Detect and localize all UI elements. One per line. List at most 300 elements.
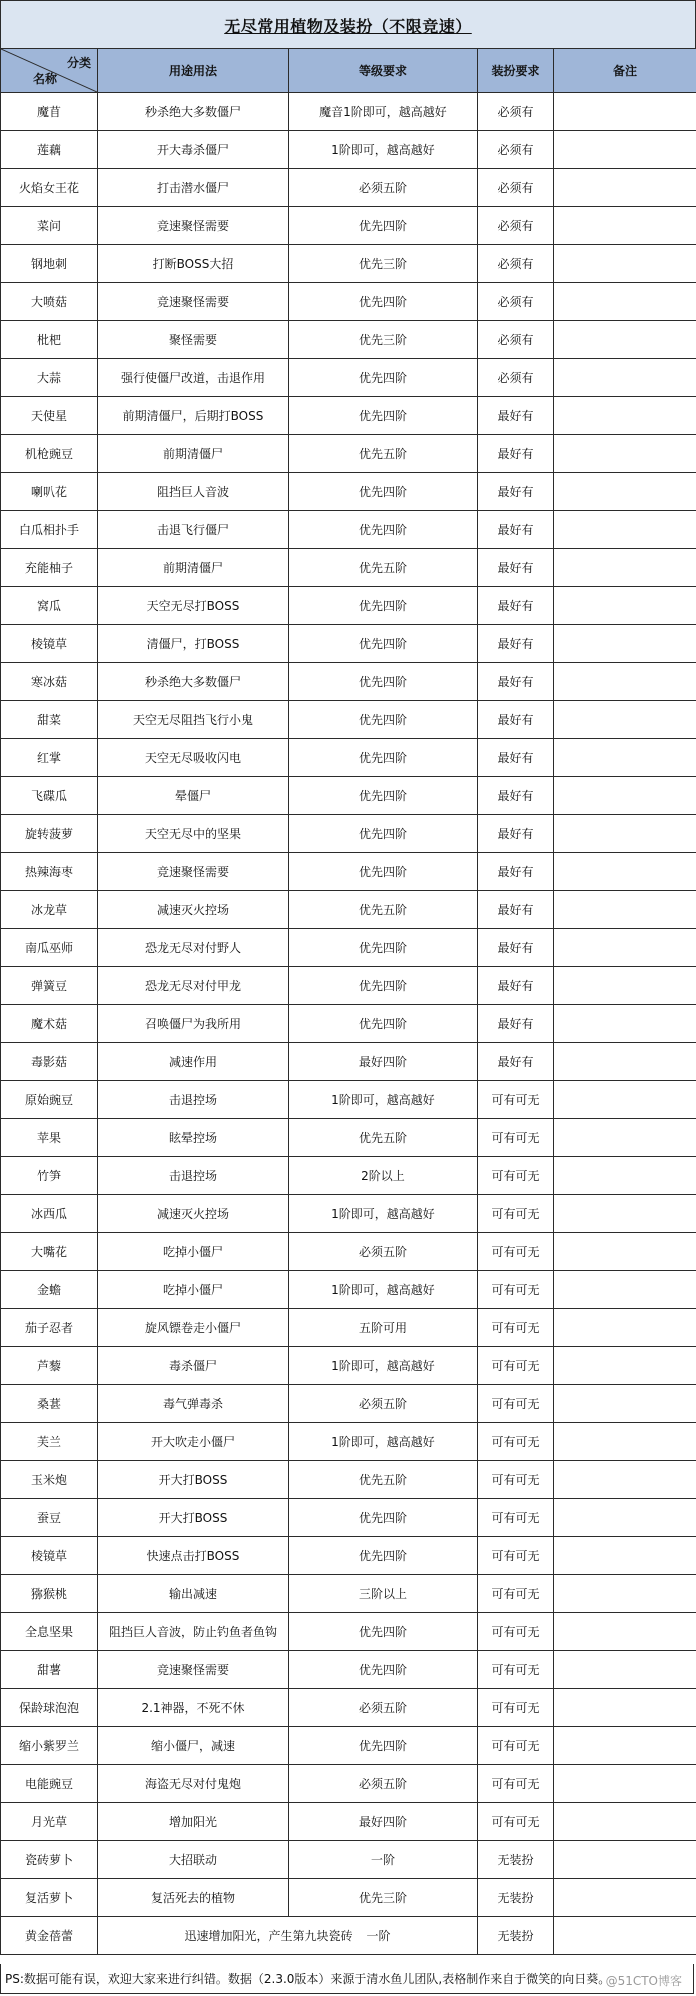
cell-usage: 海盗无尽对付鬼炮 (98, 1765, 289, 1803)
cell-usage: 击退飞行僵尸 (98, 511, 289, 549)
cell-name: 缩小紫罗兰 (1, 1727, 98, 1765)
table-row (1, 1499, 696, 1537)
table-row (1, 169, 696, 207)
cell-usage: 眩晕控场 (98, 1119, 289, 1157)
cell-note (554, 1537, 696, 1575)
cell-note (554, 777, 696, 815)
cell-level: 优先三阶 (289, 321, 478, 359)
cell-note (554, 1309, 696, 1347)
cell-costume: 可有可无 (478, 1157, 554, 1195)
cell-level: 优先四阶 (289, 283, 478, 321)
cell-note (554, 587, 696, 625)
cell-usage: 击退控场 (98, 1157, 289, 1195)
cell-note (554, 359, 696, 397)
table-row (1, 1233, 696, 1271)
cell-level: 优先四阶 (289, 815, 478, 853)
cell-costume: 最好有 (478, 891, 554, 929)
cell-costume: 可有可无 (478, 1765, 554, 1803)
cell-name: 棱镜草 (1, 1537, 98, 1575)
cell-name: 苹果 (1, 1119, 98, 1157)
cell-level: 最好四阶 (289, 1043, 478, 1081)
cell-costume: 必须有 (478, 359, 554, 397)
cell-name: 飞碟瓜 (1, 777, 98, 815)
cell-costume: 可有可无 (478, 1727, 554, 1765)
cell-level: 优先四阶 (289, 701, 478, 739)
plant-table (0, 48, 696, 1955)
cell-usage: 输出减速 (98, 1575, 289, 1613)
cell-usage: 减速作用 (98, 1043, 289, 1081)
cell-name: 冰龙草 (1, 891, 98, 929)
cell-note (554, 1917, 696, 1955)
table-row (1, 1841, 696, 1879)
cell-name: 旋转菠萝 (1, 815, 98, 853)
cell-usage: 竞速聚怪需要 (98, 207, 289, 245)
cell-usage: 聚怪需要 (98, 321, 289, 359)
table-row (1, 1119, 696, 1157)
cell-name: 热辣海枣 (1, 853, 98, 891)
cell-note (554, 1233, 696, 1271)
cell-costume: 最好有 (478, 435, 554, 473)
cell-usage: 增加阳光 (98, 1803, 289, 1841)
cell-name: 弹簧豆 (1, 967, 98, 1005)
cell-level: 优先五阶 (289, 435, 478, 473)
cell-level: 1阶即可，越高越好 (289, 1423, 478, 1461)
cell-name: 大喷菇 (1, 283, 98, 321)
table-row (1, 207, 696, 245)
cell-level: 优先四阶 (289, 739, 478, 777)
cell-level: 优先四阶 (289, 1727, 478, 1765)
cell-name: 瓷砖萝卜 (1, 1841, 98, 1879)
table-row (1, 435, 696, 473)
table-row (1, 1613, 696, 1651)
cell-costume: 必须有 (478, 283, 554, 321)
cell-name: 菜问 (1, 207, 98, 245)
cell-costume: 可有可无 (478, 1423, 554, 1461)
table-row (1, 93, 696, 131)
cell-name: 甜薯 (1, 1651, 98, 1689)
cell-level: 1阶即可，越高越好 (289, 1271, 478, 1309)
cell-costume: 可有可无 (478, 1347, 554, 1385)
cell-note (554, 929, 696, 967)
cell-level: 优先四阶 (289, 1537, 478, 1575)
cell-note (554, 1043, 696, 1081)
cell-level: 优先五阶 (289, 549, 478, 587)
table-row (1, 1271, 696, 1309)
cell-costume: 必须有 (478, 207, 554, 245)
table-row (1, 511, 696, 549)
cell-level: 必须五阶 (289, 169, 478, 207)
cell-usage: 强行使僵尸改道，击退作用 (98, 359, 289, 397)
cell-level: 2阶以上 (289, 1157, 478, 1195)
cell-note (554, 1803, 696, 1841)
cell-name: 黄金蓓蕾 (1, 1917, 98, 1955)
cell-name: 大蒜 (1, 359, 98, 397)
cell-costume: 可有可无 (478, 1803, 554, 1841)
cell-usage: 减速灭火控场 (98, 1195, 289, 1233)
cell-note (554, 1499, 696, 1537)
cell-name: 白瓜相扑手 (1, 511, 98, 549)
cell-level: 优先三阶 (289, 245, 478, 283)
cell-usage: 击退控场 (98, 1081, 289, 1119)
cell-name: 莲藕 (1, 131, 98, 169)
cell-name: 电能豌豆 (1, 1765, 98, 1803)
cell-note (554, 701, 696, 739)
header-category-label: 分类 (66, 56, 91, 70)
cell-note (554, 967, 696, 1005)
cell-level: 优先四阶 (289, 1499, 478, 1537)
header-costume: 装扮要求 (478, 49, 554, 93)
cell-usage: 减速灭火控场 (98, 891, 289, 929)
header-corner-cell (1, 49, 98, 93)
cell-costume: 最好有 (478, 701, 554, 739)
cell-note (554, 1195, 696, 1233)
cell-costume: 最好有 (478, 815, 554, 853)
table-row (1, 929, 696, 967)
cell-note (554, 207, 696, 245)
cell-note (554, 1689, 696, 1727)
cell-note (554, 1765, 696, 1803)
cell-note (554, 1461, 696, 1499)
footnote (0, 1964, 694, 1994)
header-note: 备注 (554, 49, 696, 93)
cell-level: 一阶 (289, 1841, 478, 1879)
cell-name: 芙兰 (1, 1423, 98, 1461)
table-row (1, 587, 696, 625)
cell-level: 优先四阶 (289, 777, 478, 815)
cell-name: 南瓜巫师 (1, 929, 98, 967)
cell-costume: 可有可无 (478, 1233, 554, 1271)
cell-costume: 必须有 (478, 321, 554, 359)
table-row (1, 397, 696, 435)
cell-name: 保龄球泡泡 (1, 1689, 98, 1727)
cell-note (554, 131, 696, 169)
cell-usage: 吃掉小僵尸 (98, 1233, 289, 1271)
cell-note (554, 549, 696, 587)
header-usage: 用途用法 (98, 49, 289, 93)
cell-costume: 可有可无 (478, 1537, 554, 1575)
cell-level: 优先四阶 (289, 853, 478, 891)
cell-level: 优先四阶 (289, 1005, 478, 1043)
cell-usage: 竞速聚怪需要 (98, 283, 289, 321)
cell-level: 1阶即可，越高越好 (289, 1347, 478, 1385)
cell-name: 机枪豌豆 (1, 435, 98, 473)
table-row (1, 1461, 696, 1499)
cell-name: 猕猴桃 (1, 1575, 98, 1613)
cell-name: 甜菜 (1, 701, 98, 739)
cell-name: 火焰女王花 (1, 169, 98, 207)
cell-level: 魔音1阶即可，越高越好 (289, 93, 478, 131)
cell-level: 优先四阶 (289, 511, 478, 549)
table-row (1, 815, 696, 853)
table-row (1, 1575, 696, 1613)
cell-name: 冰西瓜 (1, 1195, 98, 1233)
cell-usage: 天空无尽中的坚果 (98, 815, 289, 853)
cell-name: 桑葚 (1, 1385, 98, 1423)
cell-costume: 可有可无 (478, 1385, 554, 1423)
cell-costume: 无装扮 (478, 1917, 554, 1955)
cell-level: 必须五阶 (289, 1765, 478, 1803)
cell-costume: 可有可无 (478, 1499, 554, 1537)
cell-level: 优先三阶 (289, 1879, 478, 1917)
cell-level: 必须五阶 (289, 1233, 478, 1271)
cell-level: 优先四阶 (289, 1651, 478, 1689)
cell-usage: 前期清僵尸，后期打BOSS (98, 397, 289, 435)
cell-usage: 阻挡巨人音波 (98, 473, 289, 511)
cell-name: 玉米炮 (1, 1461, 98, 1499)
cell-costume: 最好有 (478, 739, 554, 777)
cell-name: 原始豌豆 (1, 1081, 98, 1119)
cell-costume: 必须有 (478, 131, 554, 169)
cell-name: 喇叭花 (1, 473, 98, 511)
cell-note (554, 93, 696, 131)
table-row (1, 663, 696, 701)
cell-note (554, 1841, 696, 1879)
cell-level: 三阶以上 (289, 1575, 478, 1613)
cell-note (554, 891, 696, 929)
cell-note (554, 283, 696, 321)
table-row (1, 967, 696, 1005)
cell-note (554, 625, 696, 663)
table-row (1, 1689, 696, 1727)
footnote-text: PS:数据可能有误，欢迎大家来进行纠错。数据（2.3.0版本）来源于清水鱼儿团队,表格制作来自于微笑的向日葵。 (5, 1972, 611, 1986)
cell-note (554, 815, 696, 853)
cell-costume: 最好有 (478, 511, 554, 549)
cell-name: 复活萝卜 (1, 1879, 98, 1917)
cell-note (554, 1271, 696, 1309)
table-title-bar (0, 0, 696, 50)
table-row (1, 473, 696, 511)
cell-level: 优先四阶 (289, 397, 478, 435)
header-name-label: 名称 (33, 72, 58, 86)
cell-usage: 开大打BOSS (98, 1461, 289, 1499)
cell-costume: 必须有 (478, 245, 554, 283)
table-row (1, 245, 696, 283)
table-row (1, 1005, 696, 1043)
table-row (1, 131, 696, 169)
cell-name: 棱镜草 (1, 625, 98, 663)
table-row (1, 1043, 696, 1081)
cell-usage: 前期清僵尸 (98, 549, 289, 587)
cell-costume: 最好有 (478, 397, 554, 435)
cell-costume: 最好有 (478, 929, 554, 967)
table-body (1, 93, 696, 1955)
cell-usage: 天空无尽阻挡飞行小鬼 (98, 701, 289, 739)
cell-usage: 吃掉小僵尸 (98, 1271, 289, 1309)
table-row (1, 1385, 696, 1423)
cell-name: 毒影菇 (1, 1043, 98, 1081)
table-row (1, 1879, 696, 1917)
table-row (1, 625, 696, 663)
cell-name: 蚕豆 (1, 1499, 98, 1537)
cell-usage: 毒杀僵尸 (98, 1347, 289, 1385)
cell-note (554, 1651, 696, 1689)
cell-costume: 最好有 (478, 1043, 554, 1081)
cell-costume: 无装扮 (478, 1841, 554, 1879)
table-row (1, 739, 696, 777)
cell-costume: 可有可无 (478, 1081, 554, 1119)
cell-costume: 必须有 (478, 169, 554, 207)
cell-name: 枇杷 (1, 321, 98, 359)
cell-level: 1阶即可，越高越好 (289, 131, 478, 169)
cell-level: 优先四阶 (289, 929, 478, 967)
cell-usage: 复活死去的植物 (98, 1879, 289, 1917)
cell-note (554, 1575, 696, 1613)
header-level: 等级要求 (289, 49, 478, 93)
table-row (1, 891, 696, 929)
cell-note (554, 245, 696, 283)
cell-note (554, 397, 696, 435)
cell-note (554, 435, 696, 473)
cell-level: 优先五阶 (289, 1119, 478, 1157)
cell-note (554, 1879, 696, 1917)
cell-usage: 旋风镖卷走小僵尸 (98, 1309, 289, 1347)
cell-note (554, 511, 696, 549)
cell-level: 优先四阶 (289, 587, 478, 625)
table-row (1, 1309, 696, 1347)
cell-level: 最好四阶 (289, 1803, 478, 1841)
table-title: 无尽常用植物及装扮（不限竞速） (224, 16, 472, 36)
cell-level: 必须五阶 (289, 1689, 478, 1727)
cell-note (554, 1157, 696, 1195)
header-row (1, 49, 696, 93)
table-row (1, 1081, 696, 1119)
cell-costume: 可有可无 (478, 1461, 554, 1499)
cell-costume: 最好有 (478, 587, 554, 625)
cell-name: 窝瓜 (1, 587, 98, 625)
cell-name: 充能柚子 (1, 549, 98, 587)
cell-name: 红掌 (1, 739, 98, 777)
cell-usage: 迅速增加阳光，产生第九块瓷砖 (184, 1929, 353, 1943)
cell-level: 优先四阶 (289, 967, 478, 1005)
table-row (1, 1765, 696, 1803)
cell-usage: 召唤僵尸为我所用 (98, 1005, 289, 1043)
cell-name: 钢地刺 (1, 245, 98, 283)
cell-level: 五阶可用 (289, 1309, 478, 1347)
cell-note (554, 473, 696, 511)
cell-level: 优先四阶 (289, 625, 478, 663)
cell-costume: 最好有 (478, 473, 554, 511)
cell-usage: 快速点击打BOSS (98, 1537, 289, 1575)
cell-usage: 开大毒杀僵尸 (98, 131, 289, 169)
table-row-last (1, 1917, 696, 1955)
cell-name: 茄子忍者 (1, 1309, 98, 1347)
cell-name: 全息坚果 (1, 1613, 98, 1651)
table-row (1, 1537, 696, 1575)
cell-name: 芦藜 (1, 1347, 98, 1385)
cell-usage: 秒杀绝大多数僵尸 (98, 93, 289, 131)
table-row (1, 853, 696, 891)
cell-costume: 可有可无 (478, 1689, 554, 1727)
cell-name: 大嘴花 (1, 1233, 98, 1271)
cell-note (554, 1347, 696, 1385)
watermark: @51CTO博客 (605, 1974, 682, 1988)
cell-level: 1阶即可，越高越好 (289, 1195, 478, 1233)
cell-usage: 竞速聚怪需要 (98, 853, 289, 891)
cell-usage: 秒杀绝大多数僵尸 (98, 663, 289, 701)
cell-usage: 竞速聚怪需要 (98, 1651, 289, 1689)
cell-name: 金蟾 (1, 1271, 98, 1309)
cell-costume: 最好有 (478, 625, 554, 663)
table-row (1, 321, 696, 359)
cell-usage: 晕僵尸 (98, 777, 289, 815)
table-row (1, 1803, 696, 1841)
cell-name: 竹笋 (1, 1157, 98, 1195)
cell-note (554, 169, 696, 207)
cell-costume: 可有可无 (478, 1119, 554, 1157)
cell-note (554, 1423, 696, 1461)
cell-usage: 恐龙无尽对付甲龙 (98, 967, 289, 1005)
table-row (1, 777, 696, 815)
cell-note (554, 1081, 696, 1119)
cell-name: 魔术菇 (1, 1005, 98, 1043)
cell-note (554, 1119, 696, 1157)
table-row (1, 1423, 696, 1461)
cell-costume: 无装扮 (478, 1879, 554, 1917)
cell-name: 寒冰菇 (1, 663, 98, 701)
cell-costume: 可有可无 (478, 1195, 554, 1233)
cell-costume: 最好有 (478, 1005, 554, 1043)
cell-usage: 打断BOSS大招 (98, 245, 289, 283)
cell-costume: 可有可无 (478, 1651, 554, 1689)
cell-costume: 最好有 (478, 549, 554, 587)
cell-usage-level-merged (98, 1917, 478, 1955)
cell-usage: 毒气弹毒杀 (98, 1385, 289, 1423)
cell-usage: 开大打BOSS (98, 1499, 289, 1537)
table-row (1, 701, 696, 739)
cell-usage: 清僵尸，打BOSS (98, 625, 289, 663)
cell-note (554, 1005, 696, 1043)
cell-costume: 最好有 (478, 967, 554, 1005)
cell-note (554, 321, 696, 359)
cell-level: 优先四阶 (289, 473, 478, 511)
cell-usage: 天空无尽打BOSS (98, 587, 289, 625)
table-row (1, 549, 696, 587)
table-row (1, 1651, 696, 1689)
table-row (1, 283, 696, 321)
cell-usage: 2.1神器，不死不休 (98, 1689, 289, 1727)
cell-level: 优先四阶 (289, 359, 478, 397)
table-row (1, 1157, 696, 1195)
cell-usage: 阻挡巨人音波，防止钓鱼者鱼钩 (98, 1613, 289, 1651)
cell-name: 月光草 (1, 1803, 98, 1841)
cell-costume: 必须有 (478, 93, 554, 131)
cell-usage: 恐龙无尽对付野人 (98, 929, 289, 967)
cell-note (554, 1385, 696, 1423)
table-row (1, 1727, 696, 1765)
cell-costume: 可有可无 (478, 1575, 554, 1613)
cell-name: 魔苜 (1, 93, 98, 131)
cell-usage: 开大吹走小僵尸 (98, 1423, 289, 1461)
cell-level: 优先四阶 (289, 663, 478, 701)
cell-usage: 缩小僵尸，减速 (98, 1727, 289, 1765)
cell-note (554, 853, 696, 891)
cell-usage: 大招联动 (98, 1841, 289, 1879)
cell-note (554, 1613, 696, 1651)
cell-level: 1阶即可，越高越好 (289, 1081, 478, 1119)
cell-costume: 最好有 (478, 853, 554, 891)
cell-level: 优先四阶 (289, 207, 478, 245)
cell-costume: 最好有 (478, 663, 554, 701)
cell-level: 一阶 (366, 1929, 391, 1943)
cell-level: 优先五阶 (289, 891, 478, 929)
cell-note (554, 739, 696, 777)
cell-note (554, 1727, 696, 1765)
cell-usage: 天空无尽吸收闪电 (98, 739, 289, 777)
cell-name: 天使星 (1, 397, 98, 435)
cell-note (554, 663, 696, 701)
cell-costume: 可有可无 (478, 1309, 554, 1347)
cell-costume: 最好有 (478, 777, 554, 815)
